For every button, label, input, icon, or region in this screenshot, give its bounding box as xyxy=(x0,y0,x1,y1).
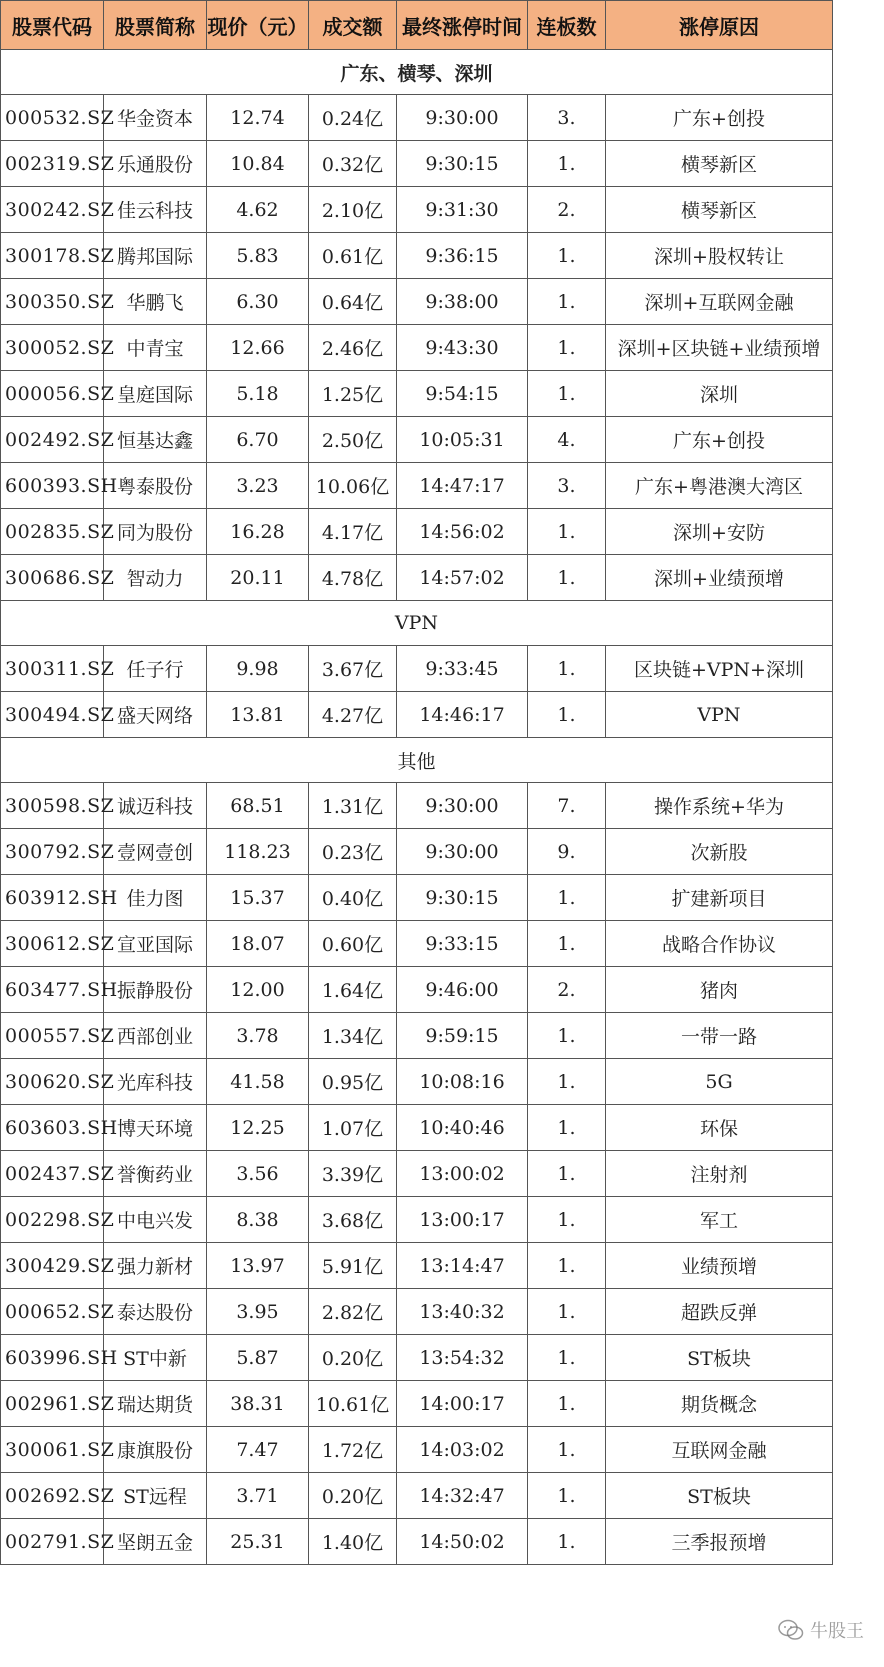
cell-final-limit-time: 13:00:02 xyxy=(397,1151,528,1197)
cell-turnover: 2.10亿 xyxy=(309,187,397,233)
cell-turnover: 1.31亿 xyxy=(309,783,397,829)
cell-reason: 广东+创投 xyxy=(606,417,833,463)
cell-stock-code: 000056.SZ xyxy=(1,371,104,417)
cell-consecutive-boards: 1. xyxy=(528,1427,606,1473)
cell-stock-name: 腾邦国际 xyxy=(104,233,207,279)
cell-consecutive-boards: 2. xyxy=(528,967,606,1013)
cell-reason: 深圳+互联网金融 xyxy=(606,279,833,325)
cell-stock-code: 002298.SZ xyxy=(1,1197,104,1243)
cell-turnover: 4.27亿 xyxy=(309,692,397,738)
cell-price: 7.47 xyxy=(207,1427,309,1473)
cell-reason: 猪肉 xyxy=(606,967,833,1013)
cell-final-limit-time: 10:40:46 xyxy=(397,1105,528,1151)
cell-stock-code: 603603.SH xyxy=(1,1105,104,1151)
cell-stock-name: 同为股份 xyxy=(104,509,207,555)
cell-stock-name: 诚迈科技 xyxy=(104,783,207,829)
cell-stock-code: 300178.SZ xyxy=(1,233,104,279)
cell-consecutive-boards: 1. xyxy=(528,325,606,371)
cell-stock-name: 泰达股份 xyxy=(104,1289,207,1335)
table-row xyxy=(1,463,833,509)
table-row xyxy=(1,1059,833,1105)
cell-stock-name: ST中新 xyxy=(104,1335,207,1381)
cell-price: 25.31 xyxy=(207,1519,309,1565)
cell-reason: 深圳+安防 xyxy=(606,509,833,555)
table-row xyxy=(1,921,833,967)
cell-stock-code: 603477.SH xyxy=(1,967,104,1013)
cell-price: 5.87 xyxy=(207,1335,309,1381)
cell-consecutive-boards: 1. xyxy=(528,555,606,601)
cell-stock-name: 瑞达期货 xyxy=(104,1381,207,1427)
cell-price: 15.37 xyxy=(207,875,309,921)
watermark xyxy=(778,1617,864,1643)
cell-price: 3.71 xyxy=(207,1473,309,1519)
section-title: VPN xyxy=(1,601,833,646)
cell-stock-code: 000652.SZ xyxy=(1,1289,104,1335)
table-row xyxy=(1,829,833,875)
cell-price: 5.18 xyxy=(207,371,309,417)
cell-turnover: 1.40亿 xyxy=(309,1519,397,1565)
cell-final-limit-time: 13:14:47 xyxy=(397,1243,528,1289)
table-row xyxy=(1,1151,833,1197)
cell-stock-name: 西部创业 xyxy=(104,1013,207,1059)
cell-final-limit-time: 14:47:17 xyxy=(397,463,528,509)
cell-stock-code: 300686.SZ xyxy=(1,555,104,601)
watermark-text: 牛股王 xyxy=(810,1621,864,1642)
cell-consecutive-boards: 4. xyxy=(528,417,606,463)
cell-reason: 深圳+区块链+业绩预增 xyxy=(606,325,833,371)
cell-stock-code: 002791.SZ xyxy=(1,1519,104,1565)
cell-turnover: 1.25亿 xyxy=(309,371,397,417)
cell-reason: 注射剂 xyxy=(606,1151,833,1197)
cell-price: 8.38 xyxy=(207,1197,309,1243)
cell-reason: 超跌反弹 xyxy=(606,1289,833,1335)
table-row xyxy=(1,1197,833,1243)
table-row xyxy=(1,875,833,921)
cell-turnover: 10.61亿 xyxy=(309,1381,397,1427)
cell-stock-name: 壹网壹创 xyxy=(104,829,207,875)
cell-turnover: 0.24亿 xyxy=(309,95,397,141)
cell-reason: 期货概念 xyxy=(606,1381,833,1427)
cell-stock-code: 002319.SZ xyxy=(1,141,104,187)
table-row xyxy=(1,509,833,555)
cell-price: 4.62 xyxy=(207,187,309,233)
cell-final-limit-time: 9:33:45 xyxy=(397,646,528,692)
section-row xyxy=(1,738,833,783)
header-consecutive-boards: 连板数 xyxy=(528,1,606,50)
cell-consecutive-boards: 1. xyxy=(528,1335,606,1381)
cell-final-limit-time: 9:59:15 xyxy=(397,1013,528,1059)
table-row xyxy=(1,417,833,463)
cell-stock-name: 华金资本 xyxy=(104,95,207,141)
cell-final-limit-time: 13:00:17 xyxy=(397,1197,528,1243)
cell-stock-name: 振静股份 xyxy=(104,967,207,1013)
cell-stock-name: 光库科技 xyxy=(104,1059,207,1105)
cell-turnover: 0.40亿 xyxy=(309,875,397,921)
cell-price: 18.07 xyxy=(207,921,309,967)
cell-stock-code: 300612.SZ xyxy=(1,921,104,967)
table-row xyxy=(1,1013,833,1059)
cell-consecutive-boards: 1. xyxy=(528,1151,606,1197)
cell-turnover: 10.06亿 xyxy=(309,463,397,509)
cell-stock-name: 强力新材 xyxy=(104,1243,207,1289)
table-row xyxy=(1,967,833,1013)
cell-stock-name: 中青宝 xyxy=(104,325,207,371)
cell-reason: VPN xyxy=(606,692,833,738)
cell-turnover: 0.60亿 xyxy=(309,921,397,967)
cell-turnover: 3.68亿 xyxy=(309,1197,397,1243)
cell-stock-code: 603996.SH xyxy=(1,1335,104,1381)
cell-stock-code: 300242.SZ xyxy=(1,187,104,233)
header-reason: 涨停原因 xyxy=(606,1,833,50)
section-row xyxy=(1,50,833,95)
table-row xyxy=(1,325,833,371)
cell-final-limit-time: 14:32:47 xyxy=(397,1473,528,1519)
cell-price: 12.00 xyxy=(207,967,309,1013)
cell-turnover: 0.64亿 xyxy=(309,279,397,325)
header-price: 现价（元） xyxy=(207,1,309,50)
cell-stock-code: 002961.SZ xyxy=(1,1381,104,1427)
cell-final-limit-time: 9:30:15 xyxy=(397,875,528,921)
cell-final-limit-time: 14:56:02 xyxy=(397,509,528,555)
cell-consecutive-boards: 7. xyxy=(528,783,606,829)
cell-stock-name: 博天环境 xyxy=(104,1105,207,1151)
table-header-row xyxy=(1,1,833,50)
wechat-icon xyxy=(778,1619,804,1641)
cell-reason: 环保 xyxy=(606,1105,833,1151)
cell-consecutive-boards: 1. xyxy=(528,371,606,417)
cell-stock-code: 000557.SZ xyxy=(1,1013,104,1059)
cell-consecutive-boards: 1. xyxy=(528,1381,606,1427)
cell-consecutive-boards: 1. xyxy=(528,921,606,967)
cell-turnover: 1.34亿 xyxy=(309,1013,397,1059)
cell-final-limit-time: 9:30:00 xyxy=(397,829,528,875)
cell-final-limit-time: 9:30:00 xyxy=(397,95,528,141)
cell-stock-name: 任子行 xyxy=(104,646,207,692)
table-row xyxy=(1,1289,833,1335)
cell-reason: 深圳+业绩预增 xyxy=(606,555,833,601)
cell-stock-code: 000532.SZ xyxy=(1,95,104,141)
cell-stock-name: ST远程 xyxy=(104,1473,207,1519)
cell-consecutive-boards: 1. xyxy=(528,692,606,738)
cell-reason: 横琴新区 xyxy=(606,141,833,187)
cell-consecutive-boards: 1. xyxy=(528,233,606,279)
cell-final-limit-time: 14:00:17 xyxy=(397,1381,528,1427)
cell-reason: 一带一路 xyxy=(606,1013,833,1059)
cell-final-limit-time: 9:43:30 xyxy=(397,325,528,371)
cell-stock-code: 603912.SH xyxy=(1,875,104,921)
cell-turnover: 0.32亿 xyxy=(309,141,397,187)
cell-consecutive-boards: 1. xyxy=(528,646,606,692)
cell-consecutive-boards: 1. xyxy=(528,875,606,921)
cell-turnover: 0.23亿 xyxy=(309,829,397,875)
table-row xyxy=(1,692,833,738)
cell-consecutive-boards: 1. xyxy=(528,1289,606,1335)
cell-stock-code: 300052.SZ xyxy=(1,325,104,371)
cell-stock-code: 002692.SZ xyxy=(1,1473,104,1519)
table-row xyxy=(1,1243,833,1289)
cell-reason: 广东+创投 xyxy=(606,95,833,141)
cell-stock-name: 佳云科技 xyxy=(104,187,207,233)
cell-stock-code: 300792.SZ xyxy=(1,829,104,875)
cell-turnover: 4.78亿 xyxy=(309,555,397,601)
cell-price: 3.23 xyxy=(207,463,309,509)
cell-price: 12.74 xyxy=(207,95,309,141)
cell-final-limit-time: 14:46:17 xyxy=(397,692,528,738)
cell-final-limit-time: 9:33:15 xyxy=(397,921,528,967)
cell-price: 41.58 xyxy=(207,1059,309,1105)
cell-stock-name: 智动力 xyxy=(104,555,207,601)
cell-final-limit-time: 9:30:00 xyxy=(397,783,528,829)
table-row xyxy=(1,1427,833,1473)
cell-reason: 深圳 xyxy=(606,371,833,417)
header-turnover: 成交额 xyxy=(309,1,397,50)
cell-consecutive-boards: 1. xyxy=(528,1243,606,1289)
cell-price: 16.28 xyxy=(207,509,309,555)
cell-price: 38.31 xyxy=(207,1381,309,1427)
cell-consecutive-boards: 1. xyxy=(528,1473,606,1519)
cell-turnover: 0.20亿 xyxy=(309,1473,397,1519)
cell-final-limit-time: 13:54:32 xyxy=(397,1335,528,1381)
cell-final-limit-time: 9:46:00 xyxy=(397,967,528,1013)
cell-turnover: 1.07亿 xyxy=(309,1105,397,1151)
cell-turnover: 3.67亿 xyxy=(309,646,397,692)
cell-stock-name: 粤泰股份 xyxy=(104,463,207,509)
cell-stock-name: 佳力图 xyxy=(104,875,207,921)
cell-stock-code: 300350.SZ xyxy=(1,279,104,325)
cell-final-limit-time: 10:08:16 xyxy=(397,1059,528,1105)
table-row xyxy=(1,1473,833,1519)
cell-consecutive-boards: 2. xyxy=(528,187,606,233)
cell-reason: 业绩预增 xyxy=(606,1243,833,1289)
section-title: 广东、横琴、深圳 xyxy=(1,50,833,95)
cell-final-limit-time: 9:54:15 xyxy=(397,371,528,417)
cell-stock-code: 300620.SZ xyxy=(1,1059,104,1105)
cell-price: 68.51 xyxy=(207,783,309,829)
cell-final-limit-time: 10:05:31 xyxy=(397,417,528,463)
cell-price: 13.97 xyxy=(207,1243,309,1289)
cell-turnover: 0.20亿 xyxy=(309,1335,397,1381)
cell-stock-code: 002437.SZ xyxy=(1,1151,104,1197)
cell-price: 20.11 xyxy=(207,555,309,601)
cell-price: 13.81 xyxy=(207,692,309,738)
cell-consecutive-boards: 3. xyxy=(528,463,606,509)
table-row xyxy=(1,1381,833,1427)
table-row xyxy=(1,1519,833,1565)
table-row xyxy=(1,233,833,279)
cell-stock-code: 300429.SZ xyxy=(1,1243,104,1289)
cell-stock-name: 盛天网络 xyxy=(104,692,207,738)
header-stock-code: 股票代码 xyxy=(1,1,104,50)
cell-consecutive-boards: 3. xyxy=(528,95,606,141)
cell-price: 3.56 xyxy=(207,1151,309,1197)
table-row xyxy=(1,279,833,325)
cell-consecutive-boards: 1. xyxy=(528,1197,606,1243)
cell-stock-name: 坚朗五金 xyxy=(104,1519,207,1565)
cell-final-limit-time: 9:31:30 xyxy=(397,187,528,233)
cell-reason: 战略合作协议 xyxy=(606,921,833,967)
cell-price: 118.23 xyxy=(207,829,309,875)
table-row xyxy=(1,1335,833,1381)
cell-stock-name: 宣亚国际 xyxy=(104,921,207,967)
cell-price: 9.98 xyxy=(207,646,309,692)
cell-reason: ST板块 xyxy=(606,1473,833,1519)
cell-final-limit-time: 9:38:00 xyxy=(397,279,528,325)
cell-reason: 军工 xyxy=(606,1197,833,1243)
section-row xyxy=(1,601,833,646)
cell-stock-code: 300494.SZ xyxy=(1,692,104,738)
cell-stock-name: 乐通股份 xyxy=(104,141,207,187)
cell-turnover: 0.61亿 xyxy=(309,233,397,279)
cell-reason: 扩建新项目 xyxy=(606,875,833,921)
cell-reason: 次新股 xyxy=(606,829,833,875)
cell-turnover: 0.95亿 xyxy=(309,1059,397,1105)
cell-reason: 横琴新区 xyxy=(606,187,833,233)
cell-price: 12.25 xyxy=(207,1105,309,1151)
cell-stock-code: 300061.SZ xyxy=(1,1427,104,1473)
cell-stock-code: 600393.SH xyxy=(1,463,104,509)
cell-reason: 5G xyxy=(606,1059,833,1105)
cell-stock-name: 恒基达鑫 xyxy=(104,417,207,463)
cell-stock-code: 002492.SZ xyxy=(1,417,104,463)
section-title: 其他 xyxy=(1,738,833,783)
table-row xyxy=(1,141,833,187)
cell-turnover: 5.91亿 xyxy=(309,1243,397,1289)
cell-turnover: 1.64亿 xyxy=(309,967,397,1013)
cell-price: 3.95 xyxy=(207,1289,309,1335)
cell-stock-code: 300598.SZ xyxy=(1,783,104,829)
cell-stock-name: 中电兴发 xyxy=(104,1197,207,1243)
cell-turnover: 2.82亿 xyxy=(309,1289,397,1335)
cell-price: 5.83 xyxy=(207,233,309,279)
cell-stock-name: 皇庭国际 xyxy=(104,371,207,417)
cell-final-limit-time: 14:03:02 xyxy=(397,1427,528,1473)
cell-final-limit-time: 14:50:02 xyxy=(397,1519,528,1565)
cell-consecutive-boards: 9. xyxy=(528,829,606,875)
cell-price: 6.70 xyxy=(207,417,309,463)
cell-turnover: 2.46亿 xyxy=(309,325,397,371)
table-row xyxy=(1,646,833,692)
cell-consecutive-boards: 1. xyxy=(528,141,606,187)
cell-turnover: 3.39亿 xyxy=(309,1151,397,1197)
table-row xyxy=(1,555,833,601)
cell-price: 6.30 xyxy=(207,279,309,325)
cell-stock-name: 誉衡药业 xyxy=(104,1151,207,1197)
cell-turnover: 4.17亿 xyxy=(309,509,397,555)
cell-final-limit-time: 14:57:02 xyxy=(397,555,528,601)
cell-reason: 三季报预增 xyxy=(606,1519,833,1565)
cell-price: 10.84 xyxy=(207,141,309,187)
cell-reason: 广东+粤港澳大湾区 xyxy=(606,463,833,509)
table-row xyxy=(1,1105,833,1151)
cell-final-limit-time: 9:30:15 xyxy=(397,141,528,187)
cell-final-limit-time: 9:36:15 xyxy=(397,233,528,279)
cell-reason: ST板块 xyxy=(606,1335,833,1381)
table-row xyxy=(1,187,833,233)
cell-consecutive-boards: 1. xyxy=(528,509,606,555)
cell-reason: 操作系统+华为 xyxy=(606,783,833,829)
cell-consecutive-boards: 1. xyxy=(528,1519,606,1565)
cell-consecutive-boards: 1. xyxy=(528,1105,606,1151)
cell-price: 3.78 xyxy=(207,1013,309,1059)
header-stock-name: 股票简称 xyxy=(104,1,207,50)
cell-consecutive-boards: 1. xyxy=(528,1013,606,1059)
cell-turnover: 1.72亿 xyxy=(309,1427,397,1473)
cell-reason: 区块链+VPN+深圳 xyxy=(606,646,833,692)
cell-reason: 互联网金融 xyxy=(606,1427,833,1473)
cell-stock-code: 300311.SZ xyxy=(1,646,104,692)
table-row xyxy=(1,371,833,417)
table-row xyxy=(1,95,833,141)
cell-price: 12.66 xyxy=(207,325,309,371)
cell-consecutive-boards: 1. xyxy=(528,279,606,325)
table-row xyxy=(1,783,833,829)
cell-consecutive-boards: 1. xyxy=(528,1059,606,1105)
cell-turnover: 2.50亿 xyxy=(309,417,397,463)
header-final-limit-time: 最终涨停时间 xyxy=(397,1,528,50)
cell-reason: 深圳+股权转让 xyxy=(606,233,833,279)
cell-final-limit-time: 13:40:32 xyxy=(397,1289,528,1335)
cell-stock-name: 康旗股份 xyxy=(104,1427,207,1473)
cell-stock-code: 002835.SZ xyxy=(1,509,104,555)
cell-stock-name: 华鹏飞 xyxy=(104,279,207,325)
